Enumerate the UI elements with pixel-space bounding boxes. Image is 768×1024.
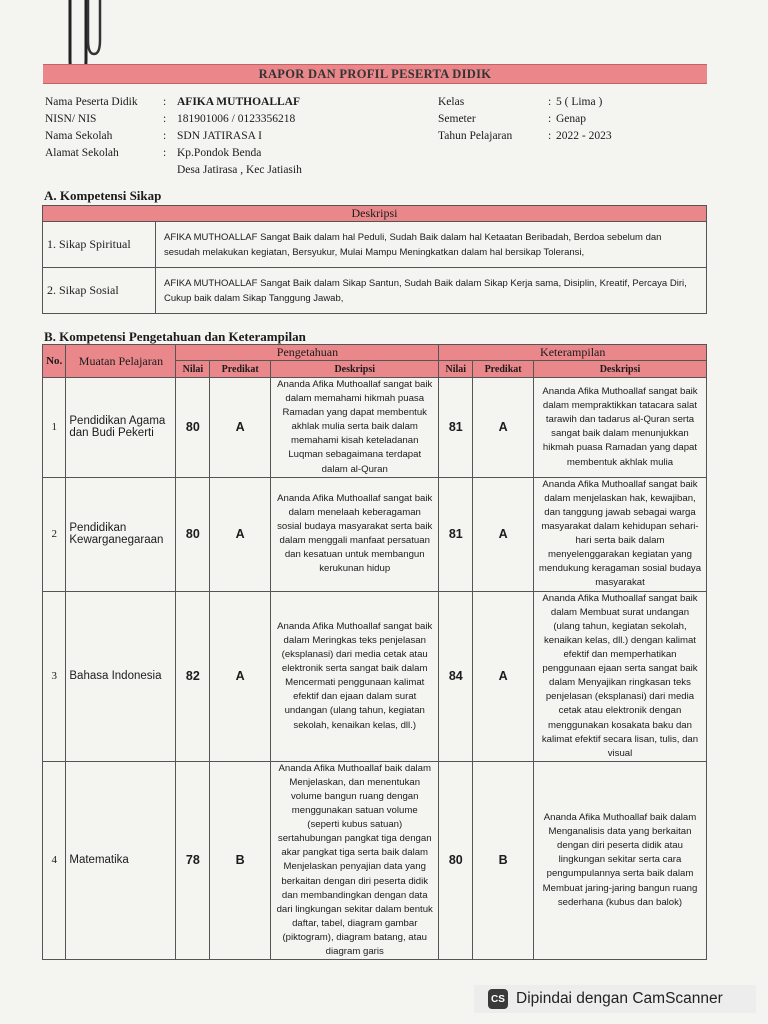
student-info-right: Kelas : 5 ( Lima ) Semeter : Genap Tahun Pelajaran : 2022 - 2023 [438,94,612,145]
report-title: RAPOR DAN PROFIL PESERTA DIDIK [43,64,707,84]
semester-value: Genap [556,113,587,125]
row-no: 2 [43,477,66,591]
col-keterampilan: Keterampilan [439,345,707,361]
p-deskripsi: Ananda Afika Muthoallaf baik dalam Menjelaskan, dan menentukan volume bangun ruang dengan menggunakan satuan volume (seperti kubus satuan) sertahubungan pangkat tiga dengan akar pangkat tiga serta baik dalam Menjelaskan penyajian data yang berkaitan dengan diri peserta didik dan membandingkan dengan data dari lingkungan sekitar dalam bentuk daftar, tabel, diagram gambar (piktogram), diagram batang, atau diagram garis [271,761,439,959]
camscanner-watermark [474,985,756,1013]
student-info-left: Nama Peserta Didik : AFIKA MUTHOALLAF NISN/ NIS : 181901006 / 0123356218 Nama Sekolah : SDN JATIRASA I Alamat Sekolah : Kp.Pondok Benda Desa Jatirasa , Kec Jatiasih [45,94,302,179]
table-row [43,222,707,268]
p-predikat: A [210,477,271,591]
table-row [43,268,707,314]
table-row [43,591,707,761]
table-row [43,477,707,591]
col-no: No. [43,345,66,378]
row-no: 3 [43,591,66,761]
school-name: SDN JATIRASA I [177,130,262,142]
p-deskripsi: Ananda Afika Muthoallaf sangat baik dalam memahami hikmah puasa Ramadan yang dapat membentuk akhlak mulia serta baik dalam memahami kisah keteladanan Luqman sebagaimana terdapat dalam al-Quran [271,378,439,478]
school-address-1: Kp.Pondok Benda [177,147,262,159]
address-label: Alamat Sekolah [45,147,119,159]
k-deskripsi: Ananda Afika Muthoallaf baik dalam Menganalisis data yang berkaitan dengan diri peserta didik atau lingkungan sekitar serta cara pengumpulannya serta baik dalam Membuat jaring-jaring bangun ruang sederhana (kubus dan balok) [533,761,706,959]
p-nilai: 78 [176,761,210,959]
subject-name: Pendidikan Kewarganegaraan [66,477,176,591]
p-deskripsi: Ananda Afika Muthoallaf sangat baik dalam menelaah keberagaman sosial budaya masyarakat serta baik dalam menggali manfaat persatuan dan kesatuan untuk membangun kerukunan hidup [271,477,439,591]
p-deskripsi: Ananda Afika Muthoallaf sangat baik dalam Meringkas teks penjelasan (eksplanasi) dari media cetak atau elektronik serta sangat baik dalam Mencermati penggunaan kalimat efektif dan ejaan dalam surat undangan (ulang tahun, kegiatan sekolah, kenaikan kelas, dll.) [271,591,439,761]
col-muatan: Muatan Pelajaran [66,345,176,378]
class-value: 5 ( Lima ) [556,96,603,108]
col-k-predikat: Predikat [473,361,534,378]
camscanner-text: Dipindai dengan CamScanner [516,990,723,1007]
sikap-name: 2. Sikap Sosial [43,268,156,314]
row-no: 1 [43,378,66,478]
section-a-title: A. Kompetensi Sikap [44,188,162,203]
camscanner-icon: CS [488,989,508,1009]
p-predikat: B [210,761,271,959]
sikap-name: 1. Sikap Spiritual [43,222,156,268]
subject-name: Matematika [66,761,176,959]
p-nilai: 82 [176,591,210,761]
k-nilai: 84 [439,591,473,761]
school-address-2: Desa Jatirasa , Kec Jatiasih [177,164,302,176]
student-name: AFIKA MUTHOALLAF [177,96,300,108]
table-row [43,761,707,959]
semester-label: Semeter [438,113,476,125]
k-predikat: B [473,761,534,959]
col-k-deskripsi: Deskripsi [533,361,706,378]
p-predikat: A [210,378,271,478]
section-b-title: B. Kompetensi Pengetahuan dan Keterampilan [44,329,306,344]
k-nilai: 80 [439,761,473,959]
col-p-predikat: Predikat [210,361,271,378]
col-p-deskripsi: Deskripsi [271,361,439,378]
k-deskripsi: Ananda Afika Muthoallaf sangat baik dalam mempraktikkan tatacara salat tarawih dan tadarus al-Quran serta sangat baik dalam menunjukkan hikmah puasa Ramadan yang dapat membentuk akhlak mulia [533,378,706,478]
class-label: Kelas [438,96,465,108]
k-nilai: 81 [439,477,473,591]
col-pengetahuan: Pengetahuan [176,345,439,361]
table-row [43,378,707,478]
sikap-desc: AFIKA MUTHOALLAF Sangat Baik dalam hal Peduli, Sudah Baik dalam hal Ketaatan Beribadah, Berdoa sebelum dan sesudah melakukan kegiatan, Bersyukur, Mulai Mampu Meningkatkan dalam hal bersikap Toleransi, [156,222,707,268]
kompetensi-table [42,344,707,960]
k-nilai: 81 [439,378,473,478]
k-predikat: A [473,477,534,591]
sikap-table [42,205,707,314]
k-deskripsi: Ananda Afika Muthoallaf sangat baik dalam Membuat surat undangan (ulang tahun, kegiatan sekolah, kenaikan kelas, dll.) dengan kalimat efektif dan memperhatikan penggunaan ejaan serta sangat baik dalam Menyajikan ringkasan teks penjelasan (eksplanasi) dari media cetak atau elektronik dengan menggunakan kosakata baku dan kalimat efektif secara lisan, tulis, dan visual [533,591,706,761]
sikap-desc: AFIKA MUTHOALLAF Sangat Baik dalam Sikap Santun, Sudah Baik dalam Sikap Kerja sama, Disiplin, Kreatif, Percaya Diri, Cukup baik dalam Sikap Tanggung Jawab, [156,268,707,314]
p-nilai: 80 [176,477,210,591]
p-predikat: A [210,591,271,761]
subject-name: Bahasa Indonesia [66,591,176,761]
k-predikat: A [473,591,534,761]
p-nilai: 80 [176,378,210,478]
student-nisn: 181901006 / 0123356218 [177,113,296,125]
k-deskripsi: Ananda Afika Muthoallaf sangat baik dalam menjelaskan hak, kewajiban, dan tanggung jawab sebagai warga masyarakat dalam kehidupan sehari-hari serta baik dalam menyelenggarakan kegiatan yang mendukung keragaman sosial budaya masyarakat [533,477,706,591]
year-value: 2022 - 2023 [556,130,612,142]
name-label: Nama Peserta Didik [45,96,138,108]
nisn-label: NISN/ NIS [45,113,97,125]
col-k-nilai: Nilai [439,361,473,378]
subject-name: Pendidikan Agama dan Budi Pekerti [66,378,176,478]
school-label: Nama Sekolah [45,130,113,142]
k-predikat: A [473,378,534,478]
col-p-nilai: Nilai [176,361,210,378]
sikap-header: Deskripsi [43,206,707,222]
year-label: Tahun Pelajaran [438,130,513,142]
row-no: 4 [43,761,66,959]
